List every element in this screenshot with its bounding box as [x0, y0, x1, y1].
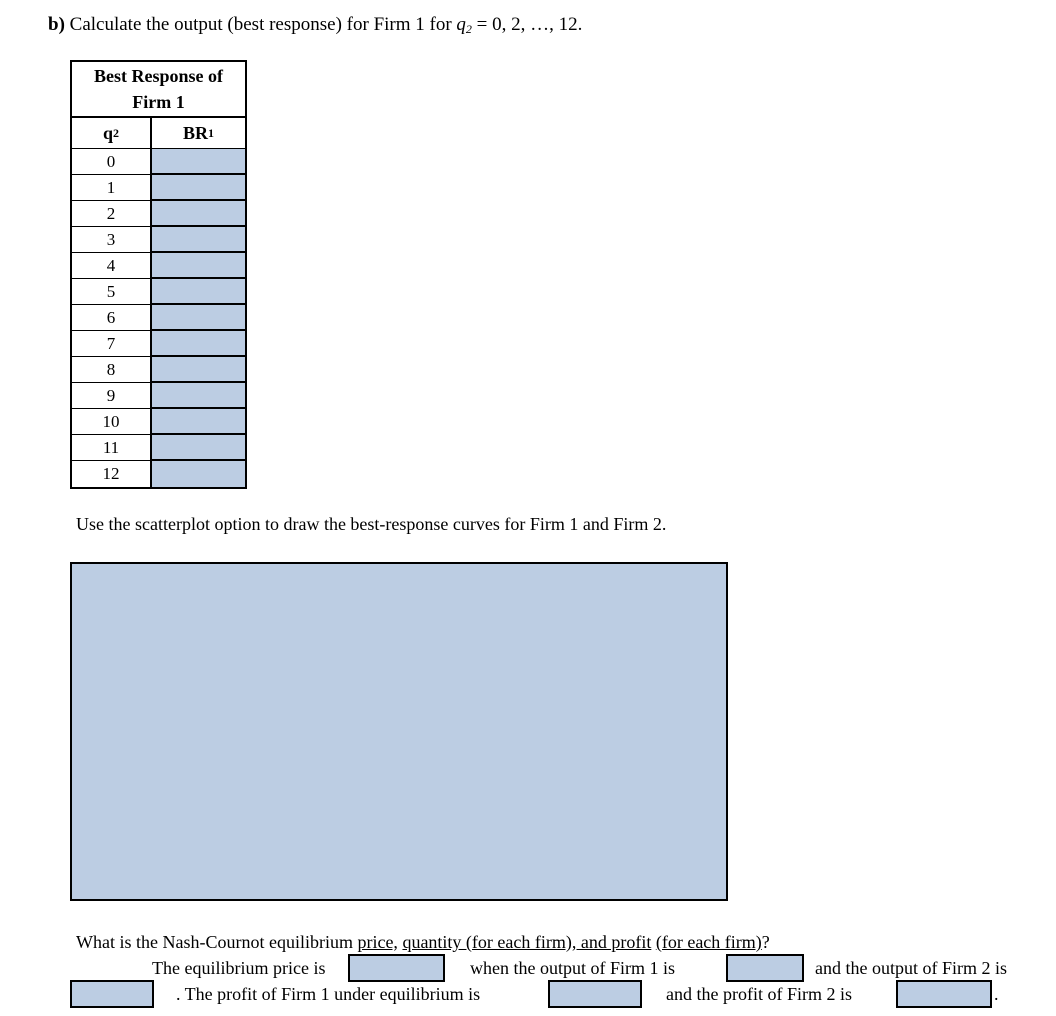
q2-value: 3 — [72, 227, 152, 253]
best-response-table — [70, 60, 247, 489]
table-row — [72, 409, 245, 435]
firm1-profit-label: . The profit of Firm 1 under equilibrium is — [176, 984, 481, 1004]
br1-answer-cell[interactable] — [152, 305, 245, 331]
q2-value: 0 — [72, 149, 152, 175]
q2-value: 10 — [72, 409, 152, 435]
table-title: Best Response of Firm 1 — [72, 62, 245, 118]
br1-answer-cell[interactable] — [152, 149, 245, 175]
table-row — [72, 461, 245, 487]
header-q2: q 2 — [72, 118, 152, 148]
question-label: b) — [48, 14, 65, 35]
table-row — [72, 279, 245, 305]
question-heading — [48, 14, 582, 37]
q2-value: 11 — [72, 435, 152, 461]
br1-answer-cell[interactable] — [152, 279, 245, 305]
question-text: Calculate the output (best response) for Firm 1 for — [69, 14, 452, 35]
header-br1: BR 1 — [182, 122, 214, 143]
table-row — [72, 175, 245, 201]
firm1-profit-answer-box[interactable] — [548, 980, 642, 1008]
br1-answer-cell[interactable] — [152, 175, 245, 201]
equilibrium-question: What is the Nash-Cournot equilibrium price, quantity (for each firm), and profit (for each firm)? — [76, 932, 770, 952]
br1-answer-cell[interactable] — [152, 461, 245, 487]
br1-answer-cell[interactable] — [152, 435, 245, 461]
q2-value: 6 — [72, 305, 152, 331]
scatterplot-area[interactable] — [70, 562, 728, 901]
firm1-output-answer-box[interactable] — [726, 954, 804, 982]
q2-value: 7 — [72, 331, 152, 357]
firm2-profit-label: and the profit of Firm 2 is — [666, 984, 852, 1004]
q2-value: 4 — [72, 253, 152, 279]
table-row — [72, 435, 245, 461]
firm1-output-label: when the output of Firm 1 is — [470, 958, 675, 978]
br1-answer-cell[interactable] — [152, 331, 245, 357]
q2-value: 8 — [72, 357, 152, 383]
table-row — [72, 227, 245, 253]
scatterplot-instruction: Use the scatterplot option to draw the best-response curves for Firm 1 and Firm 2. — [76, 514, 667, 534]
table-row — [72, 305, 245, 331]
table-row — [72, 149, 245, 175]
firm2-output-answer-box[interactable] — [70, 980, 154, 1008]
price-answer-box[interactable] — [348, 954, 445, 982]
price-label: The equilibrium price is — [152, 958, 326, 978]
table-body — [72, 149, 245, 487]
q2-value: 5 — [72, 279, 152, 305]
end-period: . — [994, 984, 999, 1004]
table-row — [72, 383, 245, 409]
br1-answer-cell[interactable] — [152, 357, 245, 383]
table-header — [72, 118, 245, 149]
br1-answer-cell[interactable] — [152, 383, 245, 409]
q2-value: 1 — [72, 175, 152, 201]
question-values: = 0, 2, …, 12. — [476, 14, 583, 35]
table-row — [72, 357, 245, 383]
question-variable: $q_2$ — [456, 14, 472, 36]
q2-value: 2 — [72, 201, 152, 227]
firm2-profit-answer-box[interactable] — [896, 980, 992, 1008]
firm2-output-label: and the output of Firm 2 is — [815, 958, 1007, 978]
br1-answer-cell[interactable] — [152, 253, 245, 279]
br1-answer-cell[interactable] — [152, 227, 245, 253]
br1-answer-cell[interactable] — [152, 409, 245, 435]
table-row — [72, 331, 245, 357]
q2-value: 9 — [72, 383, 152, 409]
q2-value: 12 — [72, 461, 152, 487]
br1-answer-cell[interactable] — [152, 201, 245, 227]
table-row — [72, 201, 245, 227]
table-row — [72, 253, 245, 279]
